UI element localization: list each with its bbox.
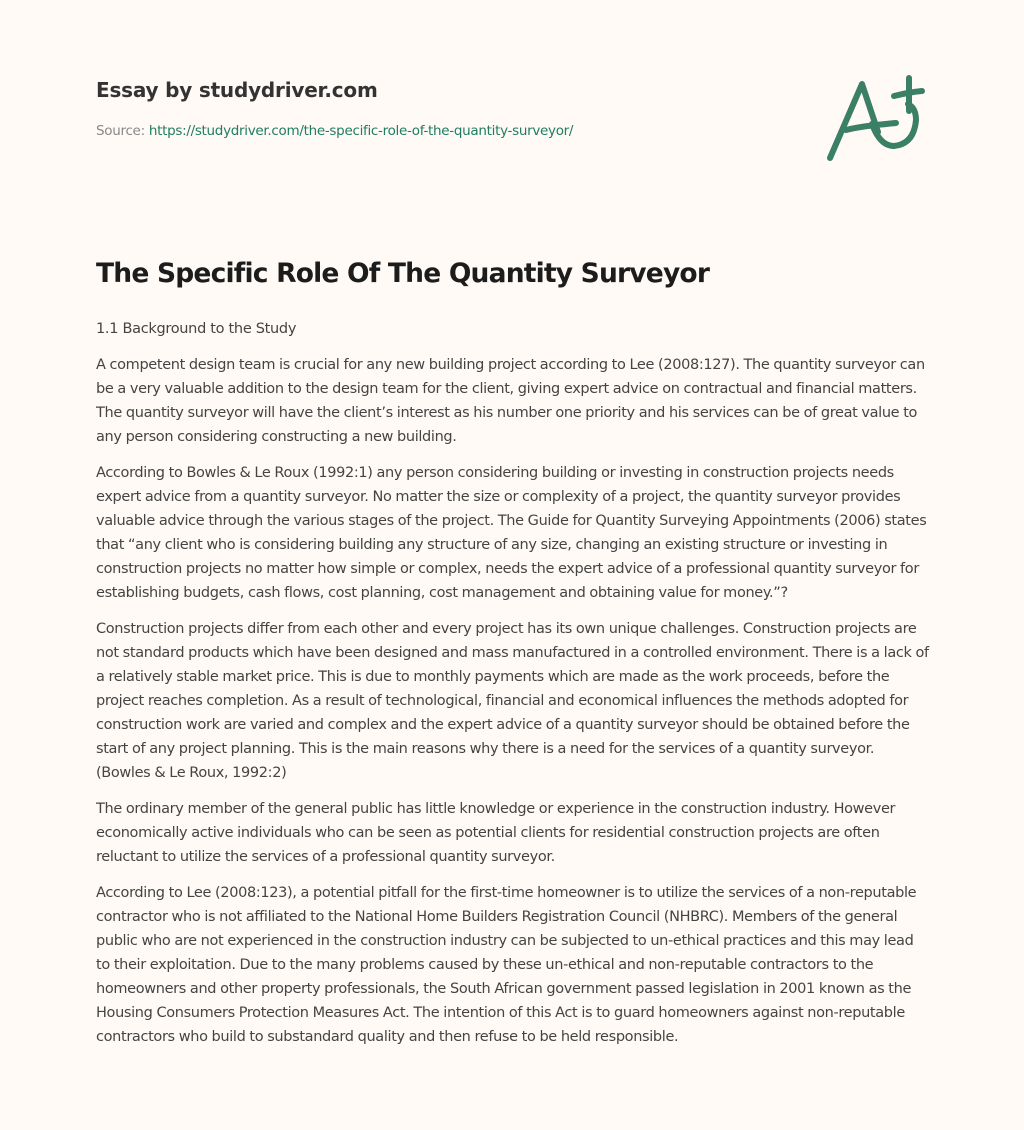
source-label: Source: bbox=[96, 123, 145, 139]
page-header bbox=[96, 76, 796, 141]
paragraph: The ordinary member of the general public has little knowledge or experience in the construction industry. However economically active individuals who can be seen as potential clients for residential construction projects are often reluctant to utilize the services of a professional quantity surveyor. bbox=[96, 801, 896, 865]
paragraph: Construction projects differ from each other and every project has its own unique challenges. Construction projects are not standard products which have been designed and mass manufactured in a controlled environment. There is a lack of a relatively stable market price. This is due to monthly payments which are made as the work proceeds, before the project reaches completion. As a result of technological, financial and economical influences the methods adopted for construction work are varied and complex and the expert advice of a quantity surveyor should be obtained before the start of any project planning. This is the main reasons why there is a need for the services of a quantity surveyor. (Bowles & Le Roux, 1992:2) bbox=[96, 621, 929, 781]
source-line bbox=[96, 121, 796, 141]
section-heading: 1.1 Background to the Study bbox=[96, 321, 297, 337]
article bbox=[96, 254, 930, 1061]
paragraph: According to Lee (2008:123), a potential pitfall for the first-time homeowner is to utilize the services of a non-reputable contractor who is not affiliated to the National Home Builders Registration Council (NHBRC). Members of the general public who are not experienced in the construction industry can be subjected to un-ethical practices and this may lead to their exploitation. Due to the many problems caused by these un-ethical and non-reputable contractors to the homeowners and other property professionals, the South African government passed legislation in 2001 known as the Housing Consumers Protection Measures Act. The intention of this Act is to guard homeowners against non-reputable contractors who build to substandard quality and then refuse to be held responsible. bbox=[96, 885, 917, 1045]
paragraph: According to Bowles & Le Roux (1992:1) any person considering building or investing in construction projects needs expert advice from a quantity surveyor. No matter the size or complexity of a project, the quantity surveyor provides valuable advice through the various stages of the project. The Guide for Quantity Surveying Appointments (2006) states that “any client who is considering building any structure of any size, changing an existing structure or investing in construction projects no matter how simple or complex, needs the expert advice of a professional quantity surveyor for establishing budgets, cash flows, cost planning, cost management and obtaining value for money.”? bbox=[96, 465, 927, 601]
a-plus-icon bbox=[822, 66, 932, 166]
source-link[interactable]: https://studydriver.com/the-specific-role-of-the-quantity-surveyor/ bbox=[148, 123, 574, 139]
article-title: The Specific Role Of The Quantity Surveyor bbox=[96, 258, 710, 289]
site-title: Essay by studydriver.com bbox=[96, 78, 378, 102]
paragraph: A competent design team is crucial for any new building project according to Lee (2008:127). The quantity surveyor can be a very valuable addition to the design team for the client, giving expert advice on contractual and financial matters. The quantity surveyor will have the client’s interest as his number one priority and his services can be of great value to any person considering constructing a new building. bbox=[96, 357, 925, 445]
